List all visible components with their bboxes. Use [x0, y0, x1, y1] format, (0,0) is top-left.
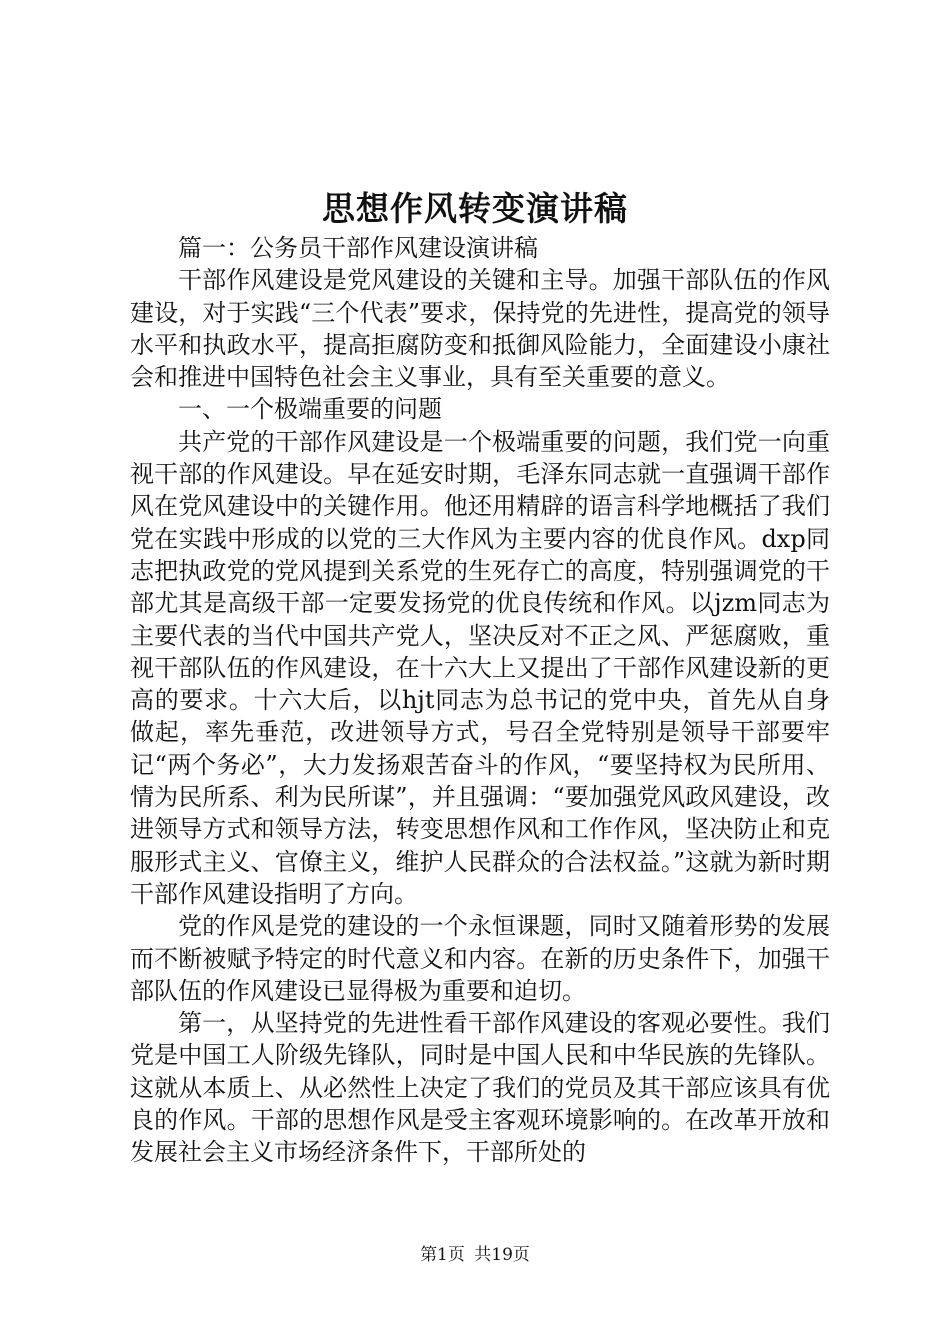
subsection-heading: 一、一个极端重要的问题 — [178, 395, 442, 424]
document-title: 思想作风转变演讲稿 — [322, 189, 628, 228]
paragraph: 干部作风建设是党风建设的关键和主导。加强干部队伍的作风建设，对于实践“三个代表”要求，保持党的先进性，提高党的领导水平和执政水平，提高拒腐防变和抵御风险能力，全面建设小康社会和推进中国特色社会主义事业，具有至关重要的意义。 — [130, 266, 830, 392]
paragraph: 第一，从坚持党的先进性看干部作风建设的客观必要性。我们党是中国工人阶级先锋队，同时是中国人民和中华民族的先锋队。这就从本质上、从必然性上决定了我们的党员及其干部应该具有优良的作风。干部的思想作风是受主客观环境影响的。在改革开放和发展社会主义市场经济条件下，干部所处的 — [130, 1009, 830, 1167]
page-number: 第1页 — [420, 1245, 465, 1265]
section-heading: 篇一：公务员干部作风建设演讲稿 — [178, 234, 538, 262]
page-footer — [0, 1243, 950, 1267]
paragraph: 党的作风是党的建设的一个永恒课题，同时又随着形势的发展而不断被赋予特定的时代意义和内容。在新的历史条件下，加强干部队伍的作风建设已显得极为重要和迫切。 — [130, 912, 830, 1005]
paragraph: 共产党的干部作风建设是一个极端重要的问题，我们党一向重视干部的作风建设。早在延安时期，毛泽东同志就一直强调干部作风在党风建设中的关键作用。他还用精辟的语言科学地概括了我们党在实践中形成的以党的三大作风为主要内容的优良作风。dxp同志把执政党的党风提到关系党的生死存亡的高度，特别强调党的干部尤其是高级干部一定要发扬党的优良传统和作风。以jzm同志为主要代表的当代中国共产党人，坚决反对不正之风、严惩腐败，重视干部队伍的作风建设，在十六大上又提出了干部作风建设新的更高的要求。十六大后，以hjt同志为总书记的党中央，首先从自身做起，率先垂范，改进领导方式，号召全党特别是领导干部要牢记“两个务必”，大力发扬艰苦奋斗的作风，“要坚持权为民所用、情为民所系、利为民所谋”，并且强调：“要加强党风政风建设，改进领导方式和领导方法，转变思想作风和工作作风，坚决防止和克服形式主义、官僚主义，维护人民群众的合法权益。”这就为新时期干部作风建设指明了方向。 — [130, 427, 830, 908]
document-body — [130, 232, 830, 1169]
page-total: 共19页 — [474, 1245, 530, 1265]
